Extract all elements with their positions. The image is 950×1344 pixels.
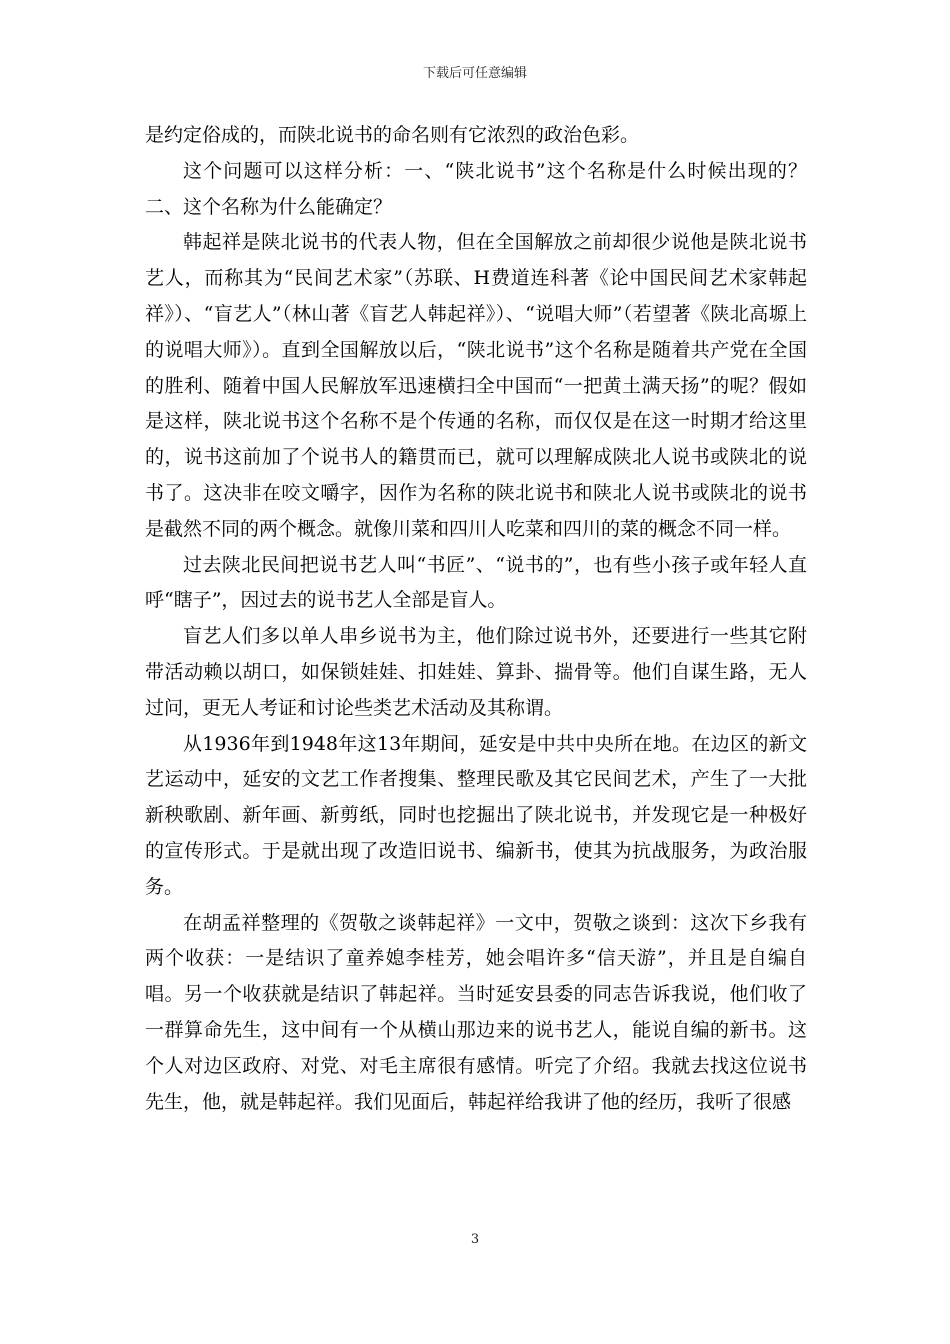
- document-body: [145, 118, 807, 1120]
- paragraph: 盲艺人们多以单人串乡说书为主，他们除过说书外，还要进行一些其它附带活动赖以胡口，如保锁娃娃、扣娃娃、算卦、揣骨等。他们自谋生路，无人过问，更无人考证和讨论些类艺术活动及其称谓。: [145, 625, 807, 719]
- paragraph: 在胡孟祥整理的《贺敬之谈韩起祥》一文中，贺敬之谈到：这次下乡我有两个收获：一是结识了童养媳李桂芳，她会唱许多“信天游”，并且是自编自唱。另一个收获就是结识了韩起祥。当时延安县委的同志告诉我说，他们收了一群算命先生，这中间有一个从横山那边来的说书艺人，能说自编的新书。这个人对边区政府、对党、对毛主席很有感情。听完了介绍。我就去找这位说书先生，他，就是韩起祥。我们见面后，韩起祥给我讲了他的经历，我听了很感: [145, 911, 807, 1113]
- paragraph: 韩起祥是陕北说书的代表人物，但在全国解放之前却很少说他是陕北说书艺人，而称其为“民间艺术家”（苏联、H费道连科著《论中国民间艺术家韩起祥》）、“盲艺人”（林山著《盲艺人韩起祥》）、“说唱大师”（若望著《陕北高塬上的说唱大师》）。直到全国解放以后，“陕北说书”这个名称是随着共产党在全国的胜利、随着中国人民解放军迅速横扫全中国而“一把黄土满天扬”的呢？假如是这样，陕北说书这个名称不是个传通的名称，而仅仅是在这一时期才给这里的，说书这前加了个说书人的籍贯而已，就可以理解成陕北人说书或陕北的说书了。这决非在咬文嚼字，因作为名称的陕北说书和陕北人说书或陕北的说书是截然不同的两个概念。就像川菜和四川人吃菜和四川的菜的概念不同一样。: [145, 231, 807, 540]
- paragraph: 是约定俗成的，而陕北说书的命名则有它浓烈的政治色彩。: [145, 124, 640, 146]
- page-header: 下载后可任意编辑: [422, 66, 527, 81]
- paragraph: 从1936年到1948年这13年期间，延安是中共中央所在地。在边区的新文艺运动中，延安的文艺工作者搜集、整理民歌及其它民间艺术，产生了一大批新秧歌剧、新年画、新剪纸，同时也挖掘出了陕北说书，并发现它是一种极好的宣传形式。于是就出现了改造旧说书、编新书，使其为抗战服务，为政治服务。: [145, 732, 807, 898]
- page-number: 3: [470, 1232, 480, 1247]
- paragraph: 过去陕北民间把说书艺人叫“书匠”、“说书的”，也有些小孩子或年轻人直呼“瞎子”，因过去的说书艺人全部是盲人。: [145, 553, 807, 612]
- paragraph: 这个问题可以这样分析：一、“陕北说书”这个名称是什么时候出现的？二、这个名称为什么能确定？: [145, 159, 807, 218]
